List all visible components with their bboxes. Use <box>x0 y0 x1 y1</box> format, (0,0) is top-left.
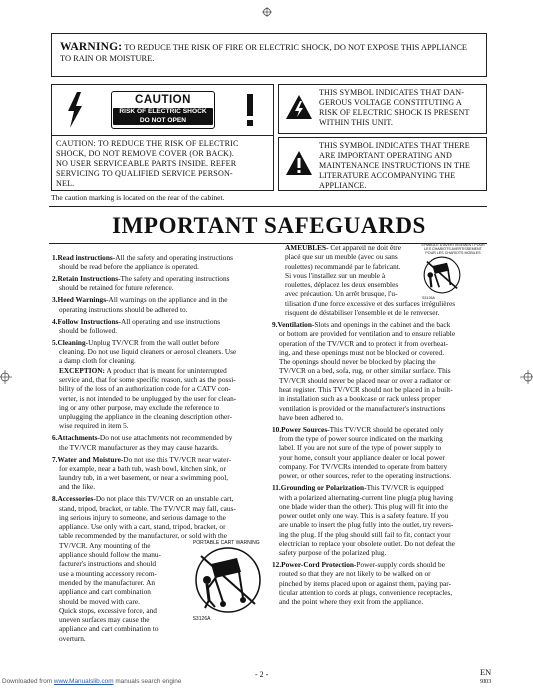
safeguard-9 <box>272 320 488 422</box>
item-text: power outlet only one way. This is a safety feature. If you <box>279 511 449 521</box>
exclamation-warning-icon <box>285 150 313 176</box>
voltage-symbol-box <box>278 84 487 134</box>
item-text: power, or other sources, refer to the operating instructions. <box>279 471 452 481</box>
safeguard-3 <box>52 295 264 314</box>
item-text: ticular attention to cords at plugs, convenience receptacles, <box>279 588 453 598</box>
item-text: safety purpose of the polarized plug. <box>279 548 387 558</box>
item-text: wise required in item 5. <box>59 421 129 431</box>
item-heading: 10.Power Sources- <box>272 424 330 434</box>
portable-cart-figure <box>189 540 264 643</box>
left-column <box>52 253 264 643</box>
item-text: company. For TV/VCRs intended to operate from battery <box>279 462 448 472</box>
item-text: Quick stops, excessive force, and <box>59 605 157 615</box>
lightning-bolt-icon <box>64 92 86 128</box>
item-text: routed so that they are not likely to be walked on or <box>279 569 431 579</box>
item-text: TV/VCR. Any mounting of the <box>59 540 151 550</box>
item-text: from the type of power source indicated on the marking <box>279 434 443 444</box>
item-text: and the point where they exit from the appliance. <box>279 597 424 607</box>
item-text: appliance and cart combination <box>59 587 151 597</box>
voltage-symbol-text <box>319 88 485 128</box>
item-text: for example, near a bath tub, wash bowl, kitchen sink, or <box>59 463 226 473</box>
registration-mark-right <box>520 370 533 384</box>
safeguard-7 <box>52 455 264 492</box>
item-text: operation of the TV/VCR and to protect it from overheat- <box>279 338 448 348</box>
warning-box <box>51 33 487 77</box>
symbol-text-line: THIS SYMBOL INDICATES THAT THERE <box>319 141 470 150</box>
item-text: Cet appareil ne doit être <box>328 243 402 252</box>
item-text: All warnings on the appliance and in the <box>108 295 228 305</box>
caution-header <box>52 85 273 136</box>
item-heading: 4.Follow Instructions- <box>52 316 121 326</box>
registration-mark-top <box>262 4 272 14</box>
safeguard-12 <box>272 560 488 606</box>
item-text: appliance should follow the manu- <box>59 550 161 560</box>
safeguard-2 <box>52 274 264 293</box>
warning-line2: TO RAIN OR MOISTURE. <box>60 54 155 63</box>
warning-line1: TO REDUCE THE RISK OF FIRE OR ELECTRIC SHOCK, DO NOT EXPOSE THIS APPLIANCE <box>124 43 468 52</box>
item-text: Unplug TV/VCR from the wall outlet before <box>88 337 220 347</box>
exclamation-icon <box>239 92 261 128</box>
item-heading: 8.Accessories- <box>52 494 96 504</box>
item-text: Do not use attachments not recommended by <box>99 433 233 443</box>
item-text: label. If you are not sure of the type of power supply to <box>279 443 442 453</box>
right-column <box>272 243 488 609</box>
item-text: table recommended by the manufacturer, or sold with the <box>59 531 227 541</box>
item-text: Power-supply cords should be <box>356 560 445 570</box>
item-heading: 6.Attachments- <box>52 433 100 443</box>
item-text: heat register. This TV/VCR should not be placed in a built- <box>279 385 453 395</box>
item-heading: 9.Ventilation- <box>272 319 315 329</box>
caution-marking-note: The caution marking is located on the rear of the cabinet. <box>51 193 225 202</box>
item-text: risquent de déstabiliser l'ensemble et de le renverser. <box>285 308 440 318</box>
item-text: placé que sur un meuble (avec ou sans <box>285 252 398 262</box>
caution-label <box>111 91 215 129</box>
item-text: should be followed. <box>59 325 118 335</box>
symbol-text-line: MAINTENANCE INSTRUCTIONS IN THE <box>319 161 471 170</box>
item-text: and the like. <box>59 482 96 492</box>
safeguard-10 <box>272 425 488 481</box>
caution-strip-line2: DO NOT OPEN <box>139 116 187 124</box>
page-number: - 2 - <box>255 670 269 679</box>
item-text: verter, is not intended to be unplugged by the user for clean- <box>59 393 237 403</box>
item-text: tilisation d'une force excessive et des surfaces irrégulières <box>285 298 456 308</box>
download-suffix: manuals search engine <box>113 678 182 685</box>
item-text: operating instructions should be adhered to. <box>59 304 188 314</box>
item-text: cleaning. Do not use liquid cleaners or aerosol cleaners. Use <box>59 347 237 357</box>
item-text: stand, tripod, bracket, or table. The TV/VCR may fall, caus- <box>59 503 236 513</box>
item-text: This TV/VCR should be operated only <box>329 424 444 434</box>
download-note <box>2 678 181 685</box>
item-text: All the safety and operating instructions <box>115 253 233 262</box>
item-text: roulettes, déplacez les deux ensembles <box>285 280 399 290</box>
caution-text-line: SHOCK, DO NOT REMOVE COVER (OR BACK). <box>56 149 235 158</box>
item-text: facturer's instructions and should <box>59 559 157 569</box>
item-text: ing, and these openings must not be blocked or covered. <box>279 347 445 357</box>
item-text: appliance. Use only with a cart, stand, tripod, bracket, or <box>59 522 226 532</box>
item-text: with a polarized alternating-current line plug(a plug having <box>279 492 454 502</box>
french-cart-block <box>272 243 488 317</box>
item-heading: 3.Heed Warnings- <box>52 295 109 305</box>
item-heading: 5.Cleaning- <box>52 337 89 347</box>
item-text: laundry tub, in a wet basement, or near a swimming pool, <box>59 473 229 483</box>
item-heading: 2.Retain Instructions- <box>52 274 121 284</box>
item-text: A product that is meant for uninterrupted <box>105 365 227 375</box>
french-cart-caption: SYMBOLE D'AVERTISSEMENT POUR LES CHARIOTS AVERTISSEMENT POUR LES CHARIOTS MOBILES <box>421 243 485 256</box>
safeguard-6 <box>52 433 264 452</box>
warning-label: WARNING: <box>60 41 123 53</box>
item-text: pinched by items placed upon or against them, paying par- <box>279 578 452 588</box>
caution-box <box>51 84 274 191</box>
item-text: are unable to insert the plug fully into the outlet, try revers- <box>279 520 454 530</box>
cart-caption: PORTABLE CART WARNING <box>192 540 260 547</box>
page-title: IMPORTANT SAFEGUARDS <box>112 213 426 238</box>
instructions-symbol-box <box>278 137 487 191</box>
item-text: one blade wider than the other). This plug will fit into the <box>279 501 448 511</box>
exception-heading: EXCEPTION: <box>59 365 106 375</box>
item-text: service and, that for some specific reason, such as the possi- <box>59 374 236 384</box>
cart-warning-text <box>52 550 189 643</box>
item-text: a damp cloth for cleaning. <box>59 356 136 366</box>
caution-text-line: NEL. <box>56 179 75 188</box>
item-text: bility of the loss of an authorization code for a CATV con- <box>59 384 231 394</box>
symbol-text-line: LITERATURE ACCOMPANYING THE <box>319 171 456 180</box>
safeguard-4 <box>52 317 264 336</box>
item-text: or bottom are provided for ventilation and to ensure reliable <box>279 329 456 339</box>
symbol-text-line: APPLIANCE. <box>319 181 367 190</box>
item-text: unplugging the appliance in the cleaning description other- <box>59 412 233 422</box>
item-text: in installation such as a bookcase or rack unless proper <box>279 394 441 404</box>
item-heading: 7.Water and Moisture- <box>52 454 124 464</box>
caution-title: CAUTION <box>135 94 191 106</box>
item-text: should be read before the appliance is operated. <box>59 262 199 272</box>
item-text: Si vous l'installez sur un meuble à <box>285 270 386 280</box>
item-text: The safety and operating instructions <box>120 274 230 284</box>
item-text: your home, consult your appliance dealer or local power <box>279 452 445 462</box>
cart-tipping-icon <box>422 256 462 294</box>
instructions-symbol-text <box>319 141 485 191</box>
item-text: avec précaution. Un arrêt brusque, l'u- <box>285 289 398 299</box>
item-text: mended by the manufacturer. An <box>59 577 156 587</box>
language-code: EN <box>480 668 492 677</box>
safeguard-5 <box>52 338 264 431</box>
item-text: Do not place this TV/VCR on an unstable cart, <box>95 494 234 504</box>
caution-strip-line1: RISK OF ELECTRIC SHOCK <box>119 108 207 115</box>
item-text: The openings should never be blocked by placing the <box>279 357 436 367</box>
item-text: Do not use this TV/VCR near water- <box>123 454 232 464</box>
safeguard-11 <box>272 483 488 557</box>
caution-strip <box>113 108 213 125</box>
item-text: use a mounting accessory recom- <box>59 568 157 578</box>
item-text: electrician to replace your obsolete outlet. Do not defeat the <box>279 538 455 548</box>
caution-text-line: NO USER SERVICEABLE PARTS INSIDE. REFER <box>56 159 237 168</box>
french-cart-figure <box>420 243 486 300</box>
item-text: the TV/VCR manufacturer as they may cause hazards. <box>59 442 219 452</box>
item-heading: AMEUBLES- <box>285 243 329 252</box>
caution-text <box>56 139 270 189</box>
manualslib-link[interactable]: www.Manualslib.com <box>53 678 114 685</box>
item-text: TV/VCR on a bed, sofa, rug, or other similar surface. This <box>279 366 451 376</box>
item-text: have been adhered to. <box>279 412 344 422</box>
item-text: overturn. <box>59 633 86 643</box>
item-heading: 11.Grounding or Polarization- <box>272 483 367 493</box>
item-text: This TV/VCR is equipped <box>366 483 444 493</box>
item-text: TV/VCR should never be placed near or over a radiator or <box>279 375 451 385</box>
document-code: 9I03 <box>480 678 492 685</box>
item-text: Slots and openings in the cabinet and the back <box>314 319 451 329</box>
symbol-text-line: RISK OF ELECTRIC SHOCK IS PRESENT <box>319 108 470 117</box>
item-heading: 12.Power-Cord Protection- <box>272 560 357 570</box>
item-text: ing serious injury to someone, and serious damage to the <box>59 512 226 522</box>
caution-text-line: SERVICING TO QUALIFIED SERVICE PERSON- <box>56 169 233 178</box>
item-text: roulettes) recommandé par le fabricant. <box>285 261 401 271</box>
item-heading: 1.Read instructions- <box>52 253 116 262</box>
symbol-text-line: THIS SYMBOL INDICATES THAT DAN- <box>319 88 465 97</box>
registration-mark-left <box>0 370 12 384</box>
download-prefix: Downloaded from <box>2 678 54 685</box>
cart-tipping-icon <box>193 546 263 614</box>
item-text: should be moved with care. <box>59 596 140 606</box>
symbol-text-line: GEROUS VOLTAGE CONSTITUTING A <box>319 98 462 107</box>
lightning-warning-icon <box>285 94 313 120</box>
item-text: ing the plug. If the plug should still fail to fit, contact your <box>279 529 451 539</box>
item-text: ventilation is provided or the manufacturer's instructions <box>279 403 446 413</box>
symbol-text-line: WITHIN THIS UNIT. <box>319 118 394 127</box>
safeguard-1 <box>52 253 264 272</box>
divider-top <box>49 206 487 207</box>
item-text: All operating and use instructions <box>120 316 221 326</box>
french-cart-code: S3126A <box>422 295 435 300</box>
item-text: appliance and cart combination to <box>59 624 159 634</box>
item-text: ing or any other purpose, may exclude the reference to <box>59 402 220 412</box>
item-text: should be retained for future reference. <box>59 283 174 293</box>
caution-text-line: CAUTION: TO REDUCE THE RISK OF ELECTRIC <box>56 139 239 148</box>
item-text: uneven surfaces may cause the <box>59 615 150 625</box>
symbol-text-line: ARE IMPORTANT OPERATING AND <box>319 151 452 160</box>
cart-code: S3126A <box>192 616 211 623</box>
